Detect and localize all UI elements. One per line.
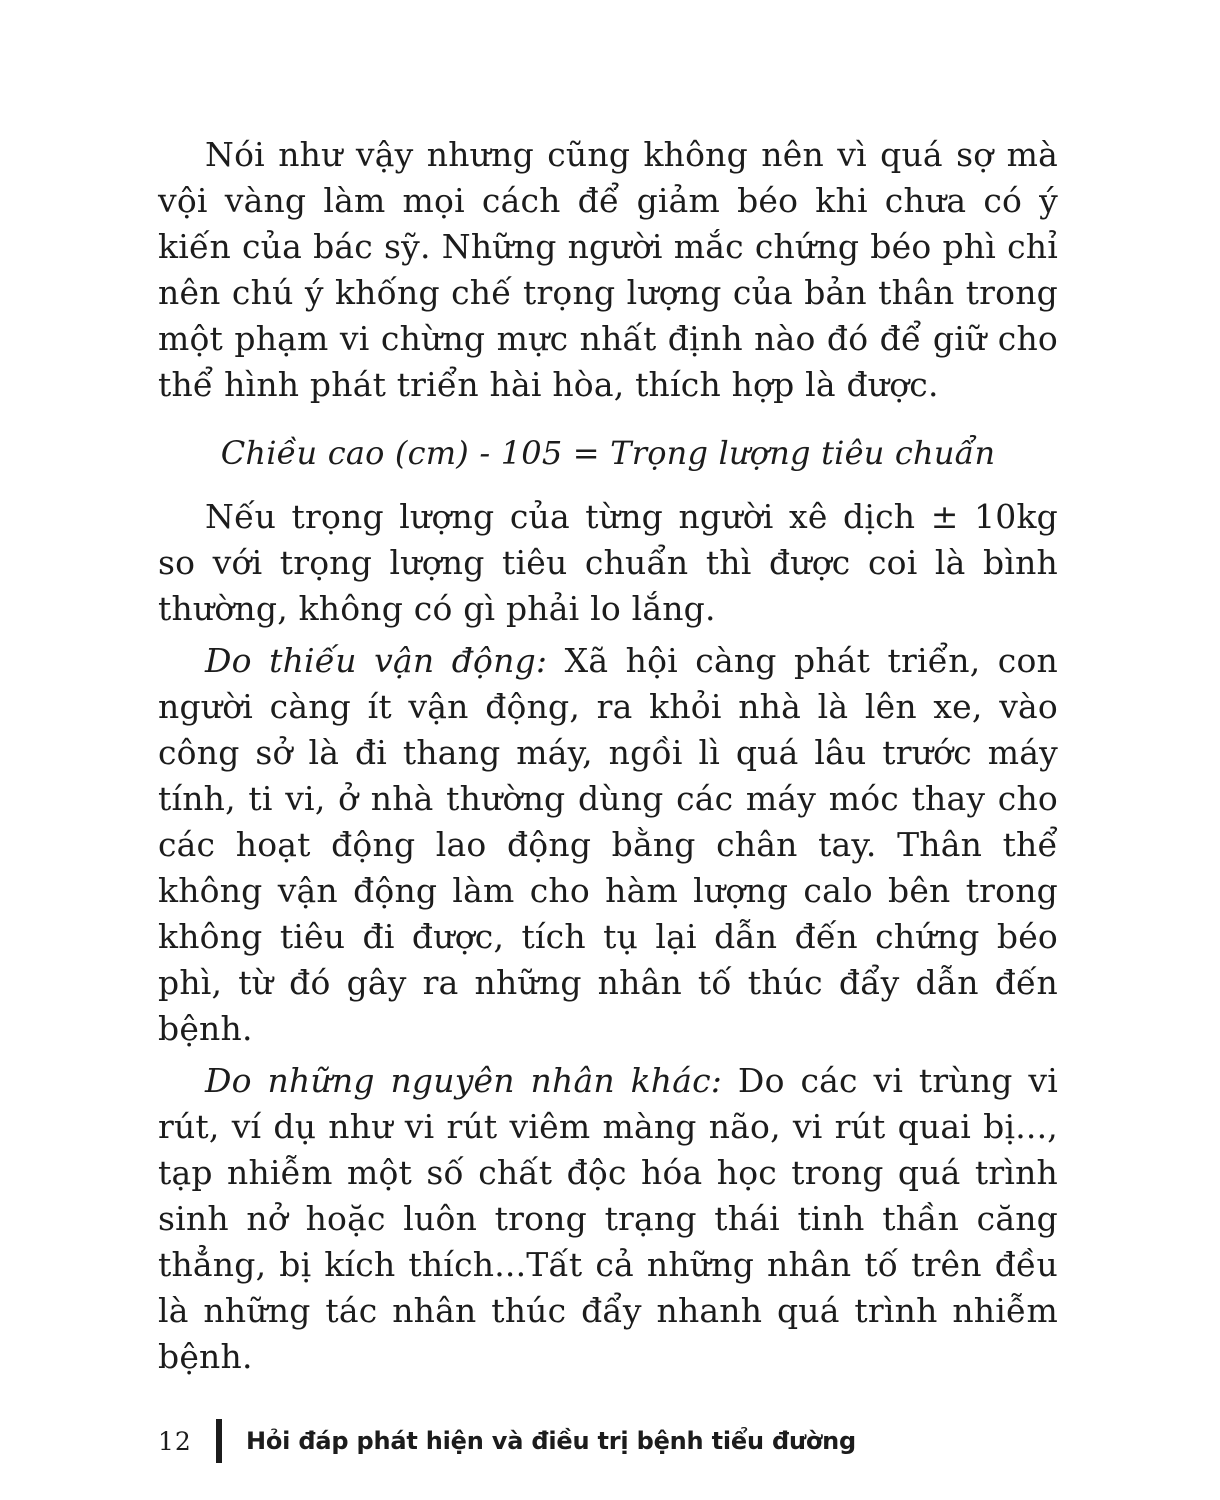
footer-divider — [216, 1419, 222, 1463]
paragraph-body-lack-of-exercise: Xã hội càng phát triển, con người càng ít vận động, ra khỏi nhà là lên xe, vào công sở là đi thang máy, ngồi lì quá lâu trước máy tính, ti vi, ở nhà thường dùng các máy móc thay cho các hoạt động lao động bằng chân tay. Thân thể không vận động làm cho hàm lượng calo bên trong không tiêu đi được, tích tụ lại dẫn đến chứng béo phì, từ đó gây ra những nhân tố thúc đẩy dẫn đến bệnh. — [158, 641, 1058, 1048]
page-footer — [158, 1418, 856, 1464]
book-title: Hỏi đáp phát hiện và điều trị bệnh tiểu đường — [246, 1427, 857, 1455]
standard-weight-formula: Chiều cao (cm) - 105 = Trọng lượng tiêu chuẩn — [220, 434, 996, 472]
paragraph-body-other-causes: Do các vi trùng vi rút, ví dụ như vi rút viêm màng não, vi rút quai bị..., tạp nhiễm một số chất độc hóa học trong quá trình sinh nở hoặc luôn trong trạng thái tinh thần căng thẳng, bị kích thích...Tất cả những nhân tố trên đều là những tác nhân thúc đẩy nhanh quá trình nhiễm bệnh. — [158, 1061, 1058, 1376]
paragraph-lack-of-exercise — [158, 638, 1058, 1052]
paragraph-lead-lack-of-exercise: Do thiếu vận động: — [205, 641, 548, 680]
page-number: 12 — [158, 1426, 192, 1456]
paragraph-other-causes — [158, 1058, 1058, 1380]
paragraph-weight-tolerance: Nếu trọng lượng của từng người xê dịch ± 10kg so với trọng lượng tiêu chuẩn thì được coi là bình thường, không có gì phải lo lắng. — [158, 497, 1058, 628]
paragraph-weight-control: Nói như vậy nhưng cũng không nên vì quá sợ mà vội vàng làm mọi cách để giảm béo khi chưa có ý kiến của bác sỹ. Những người mắc chứng béo phì chỉ nên chú ý khống chế trọng lượng của bản thân trong một phạm vi chừng mực nhất định nào đó để giữ cho thể hình phát triển hài hòa, thích hợp là được. — [158, 135, 1058, 404]
paragraph-lead-other-causes: Do những nguyên nhân khác: — [205, 1061, 723, 1100]
body-text — [158, 132, 1058, 1380]
